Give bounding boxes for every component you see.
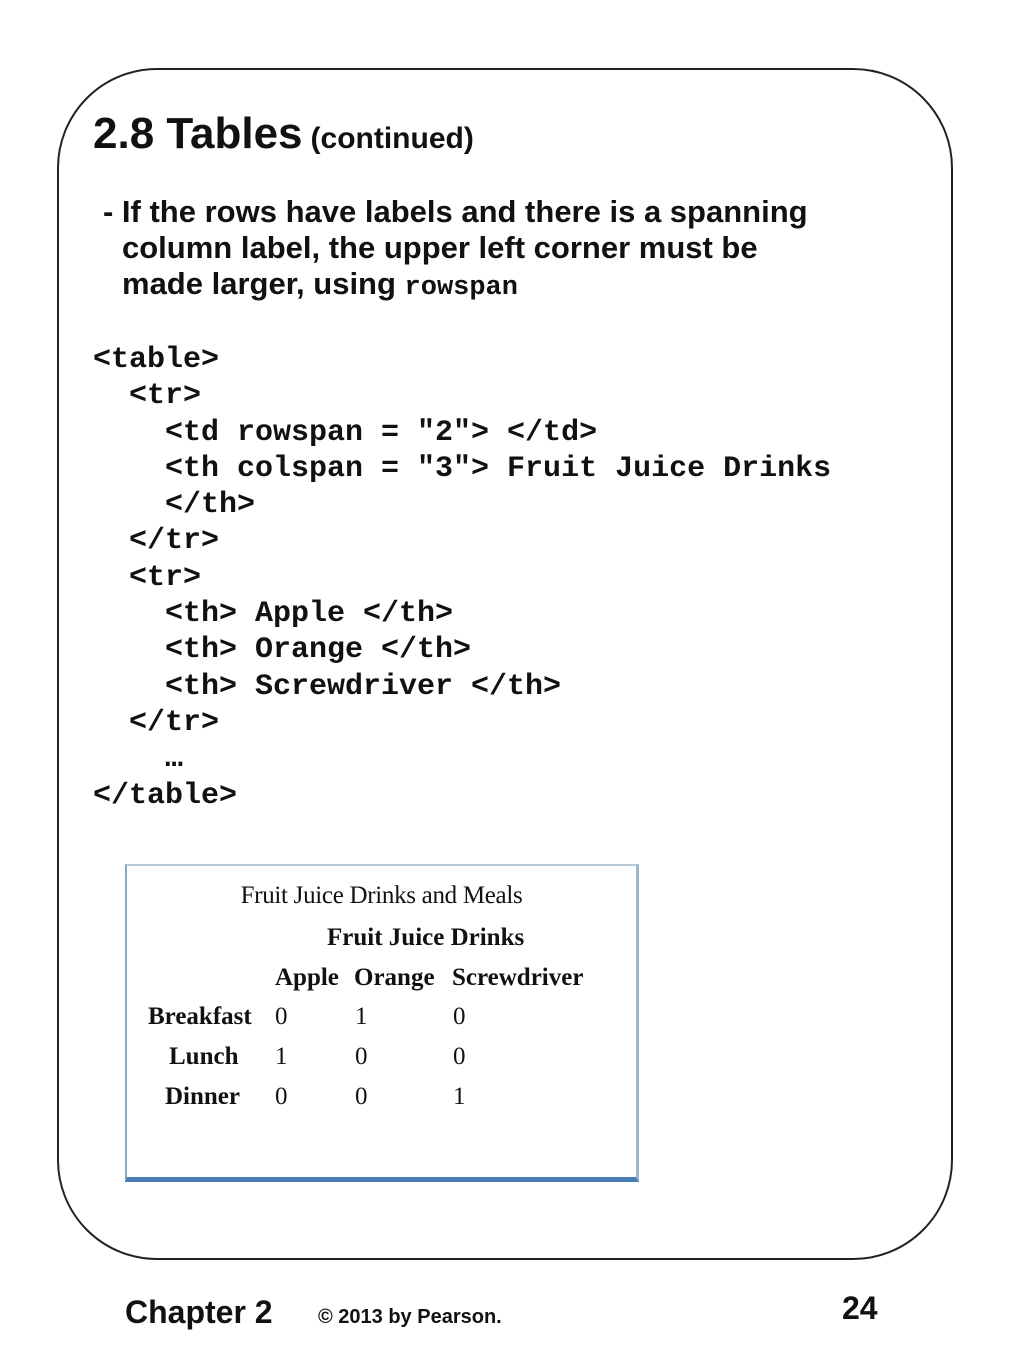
code-line: … <box>165 742 184 777</box>
code-line: <td rowspan = "2"> </td> <box>165 415 598 450</box>
table-cell: 0 <box>453 1003 466 1030</box>
row-label-breakfast: Breakfast <box>148 1003 252 1030</box>
rendered-table-screenshot <box>125 864 639 1182</box>
slide-title <box>93 108 474 165</box>
bullet-line-1: - If the rows have labels and there is a spanning <box>103 194 808 229</box>
rowspan-keyword: rowspan <box>404 273 518 303</box>
table-cell: 0 <box>453 1043 466 1070</box>
column-header-screwdriver: Screwdriver <box>452 964 584 991</box>
table-cell: 0 <box>275 1003 288 1030</box>
row-label-lunch: Lunch <box>169 1043 239 1070</box>
footer-copyright: © 2013 by Pearson. <box>318 1306 502 1328</box>
table-cell: 0 <box>355 1043 368 1070</box>
code-example <box>93 342 831 814</box>
row-label-dinner: Dinner <box>165 1083 240 1110</box>
code-line: <tr> <box>129 560 202 595</box>
code-line: <th> Apple </th> <box>165 597 454 632</box>
code-line: </table> <box>93 778 238 813</box>
span-header: Fruit Juice Drinks <box>327 924 525 951</box>
code-line: <table> <box>93 343 220 377</box>
slide-title-main: 2.8 Tables <box>93 109 303 158</box>
code-line: </tr> <box>129 705 220 740</box>
code-line: <tr> <box>129 379 202 414</box>
bullet-line-2: column label, the upper left corner must be <box>122 230 758 265</box>
table-cell: 1 <box>355 1003 368 1030</box>
column-header-orange: Orange <box>354 964 435 991</box>
slide-title-sub: (continued) <box>310 122 474 155</box>
code-line: </th> <box>165 488 256 523</box>
table-caption: Fruit Juice Drinks and Meals <box>240 882 523 909</box>
table-cell: 0 <box>355 1083 368 1110</box>
bullet-line-3 <box>103 266 903 306</box>
code-line: </tr> <box>129 524 220 559</box>
bullet-line-3-text: made larger, using <box>122 266 405 301</box>
bullet-point <box>103 194 903 306</box>
table-cell: 0 <box>275 1083 288 1110</box>
page-number: 24 <box>842 1290 878 1326</box>
table-cell: 1 <box>453 1083 466 1110</box>
code-line: <th colspan = "3"> Fruit Juice Drinks <box>165 451 832 486</box>
code-line: <th> Screwdriver </th> <box>165 669 562 704</box>
footer-chapter: Chapter 2 <box>125 1294 273 1330</box>
column-header-apple: Apple <box>275 964 339 991</box>
table-cell: 1 <box>275 1043 288 1070</box>
code-line: <th> Orange </th> <box>165 633 472 668</box>
